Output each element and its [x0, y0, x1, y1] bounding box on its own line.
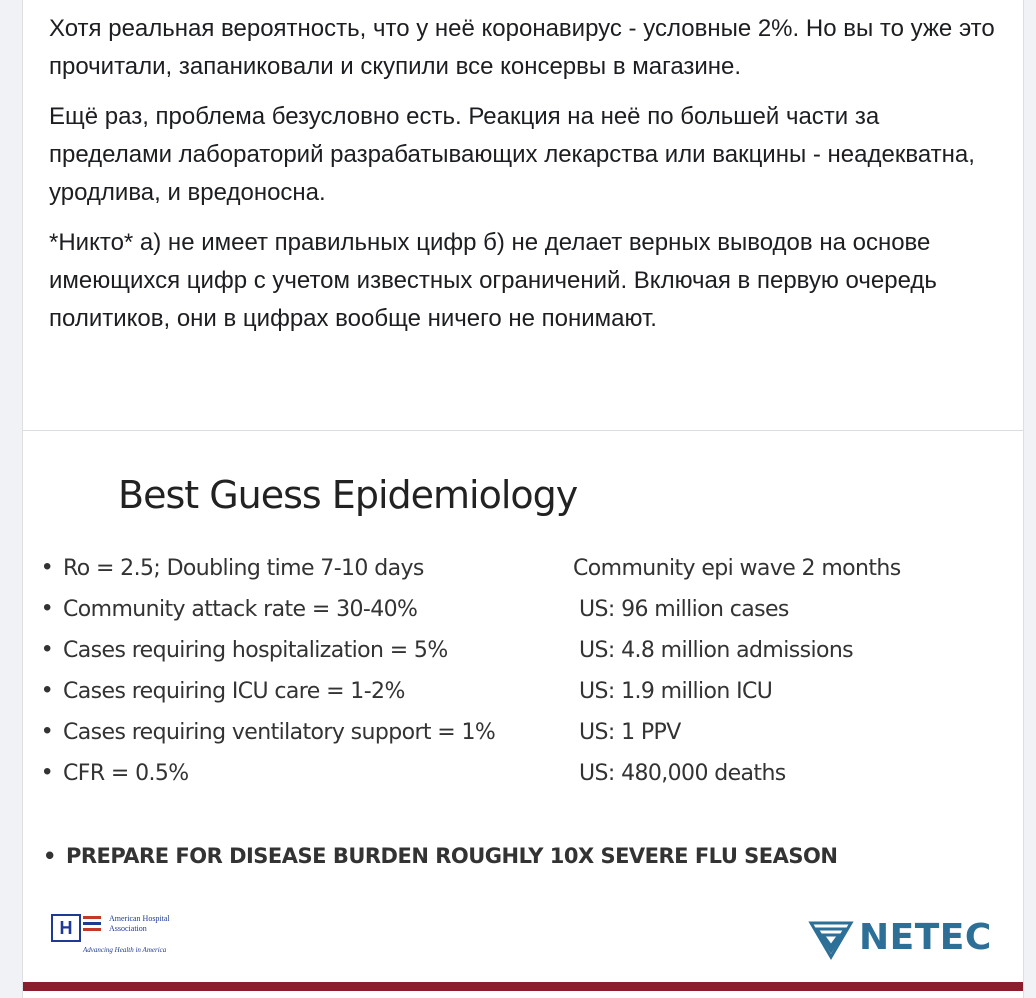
- aha-name: [109, 914, 170, 934]
- flag-stripes-icon: [83, 916, 101, 934]
- slide-title: Best Guess Epidemiology: [118, 473, 578, 517]
- slide-row-left: Cases requiring ventilatory support = 1%: [63, 720, 496, 745]
- bullet-icon: •: [43, 553, 52, 580]
- aha-name-line1: American Hospital: [109, 914, 170, 923]
- post-paragraph-1: Хотя реальная вероятность, что у неё коронавирус - условные 2%. Но вы то уже это прочитали, запаниковали и скупили все консервы в магазине.: [49, 15, 995, 80]
- bullet-icon: •: [43, 635, 52, 662]
- aha-name-line2: Association: [109, 924, 147, 933]
- slide-footer-text: PREPARE FOR DISEASE BURDEN ROUGHLY 10X SEVERE FLU SEASON: [65, 844, 838, 868]
- netec-wordmark: NETEC: [859, 917, 992, 958]
- slide-row: [23, 594, 1023, 635]
- aha-tagline: Advancing Health in America: [83, 946, 167, 954]
- bullet-icon: •: [43, 594, 52, 621]
- slide-row-right: US: 1 PPV: [579, 720, 681, 745]
- slide-row-right: US: 4.8 million admissions: [579, 638, 854, 663]
- slide-row: [23, 717, 1023, 758]
- bullet-icon: •: [43, 844, 56, 868]
- post-text: [23, 0, 1023, 338]
- aha-logo: [51, 914, 211, 962]
- slide-row-left: Cases requiring ICU care = 1-2%: [63, 679, 405, 704]
- slide-footer-bullet: [43, 844, 837, 868]
- aha-h-icon: H: [51, 914, 81, 942]
- slide-row: [23, 758, 1023, 799]
- slide-row-left: CFR = 0.5%: [63, 761, 189, 786]
- post-paragraph-3: *Никто* а) не имеет правильных цифр б) не делает верных выводов на основе имеющихся цифр с учетом известных ограничений. Включая в первую очередь политиков, они в цифрах вообще ничего не понимают.: [49, 229, 937, 332]
- slide-row: [23, 635, 1023, 676]
- slide-row-right: US: 1.9 million ICU: [579, 679, 773, 704]
- slide-row-left: Community attack rate = 30-40%: [63, 597, 418, 622]
- post-paragraph-2: Ещё раз, проблема безусловно есть. Реакция на неё по большей части за пределами лабораторий разрабатывающих лекарства или вакцины - неадекватна, уродлива, и вредоносна.: [49, 103, 975, 206]
- slide-row-left: Cases requiring hospitalization = 5%: [63, 638, 448, 663]
- bullet-icon: •: [43, 758, 52, 785]
- slide-row: [23, 676, 1023, 717]
- slide-bullet-list: [23, 553, 1023, 799]
- slide-row: [23, 553, 1023, 594]
- slide-row-right: Community epi wave 2 months: [573, 556, 901, 581]
- slide-row-left: Ro = 2.5; Doubling time 7-10 days: [63, 556, 424, 581]
- netec-shield-icon: [807, 919, 855, 961]
- bullet-icon: •: [43, 676, 52, 703]
- slide-bottom-bar: [23, 982, 1023, 991]
- slide-row-right: US: 96 million cases: [579, 597, 789, 622]
- bullet-icon: •: [43, 717, 52, 744]
- attached-slide-image[interactable]: [23, 431, 1023, 998]
- slide-row-right: US: 480,000 deaths: [579, 761, 786, 786]
- post-card: [22, 0, 1024, 998]
